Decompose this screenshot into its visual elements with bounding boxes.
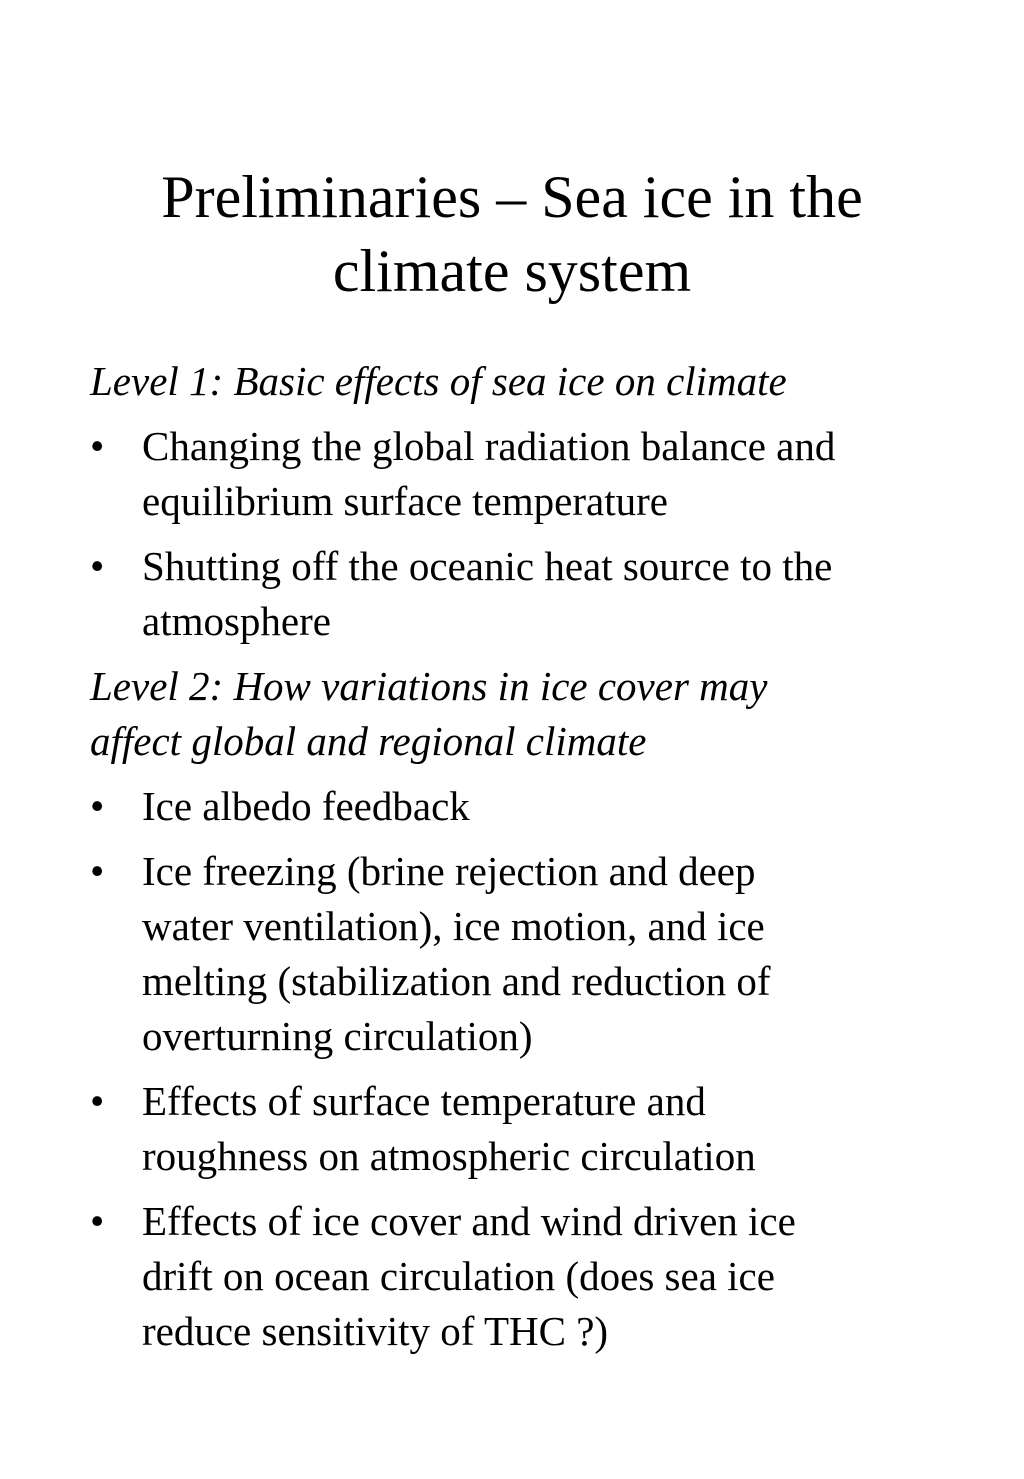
bullet-line: roughness on atmospheric circulation (142, 1133, 756, 1179)
bullet-glyph: • (90, 783, 105, 829)
bullet-glyph: • (90, 1198, 105, 1244)
bullet-item (90, 539, 970, 649)
slide-title-line: Preliminaries – Sea ice in the (161, 164, 863, 230)
bullet-line: melting (stabilization and reduction of (142, 958, 771, 1004)
bullet-line: Ice albedo feedback (142, 783, 470, 829)
bullet-line: Effects of surface temperature and (142, 1078, 706, 1124)
bullet-line: atmosphere (142, 598, 331, 644)
bullet-item (90, 1074, 970, 1184)
bullet-glyph: • (90, 848, 105, 894)
section-heading-line: affect global and regional climate (90, 718, 647, 764)
bullet-line: reduce sensitivity of THC ?) (142, 1308, 609, 1354)
bullet-line: equilibrium surface temperature (142, 478, 668, 524)
section-heading (90, 354, 970, 409)
bullet-line: water ventilation), ice motion, and ice (142, 903, 765, 949)
section-heading-line: Level 1: Basic effects of sea ice on climate (90, 358, 787, 404)
section-heading (90, 659, 970, 769)
bullet-line: Ice freezing (brine rejection and deep (142, 848, 756, 894)
bullet-item (90, 844, 970, 1064)
bullet-glyph: • (90, 423, 105, 469)
section-heading-line: Level 2: How variations in ice cover may (90, 663, 768, 709)
bullet-line: Effects of ice cover and wind driven ice (142, 1198, 796, 1244)
bullet-glyph: • (90, 1078, 105, 1124)
bullet-item (90, 779, 970, 834)
bullet-item (90, 419, 970, 529)
bullet-glyph: • (90, 543, 105, 589)
bullet-line: drift on ocean circulation (does sea ice (142, 1253, 775, 1299)
bullet-item (90, 1194, 970, 1359)
slide-title (92, 160, 932, 308)
slide-title-line: climate system (332, 238, 692, 304)
slide-body (90, 354, 970, 1369)
bullet-line: overturning circulation) (142, 1013, 533, 1059)
bullet-line: Shutting off the oceanic heat source to the (142, 543, 833, 589)
bullet-line: Changing the global radiation balance and (142, 423, 836, 469)
